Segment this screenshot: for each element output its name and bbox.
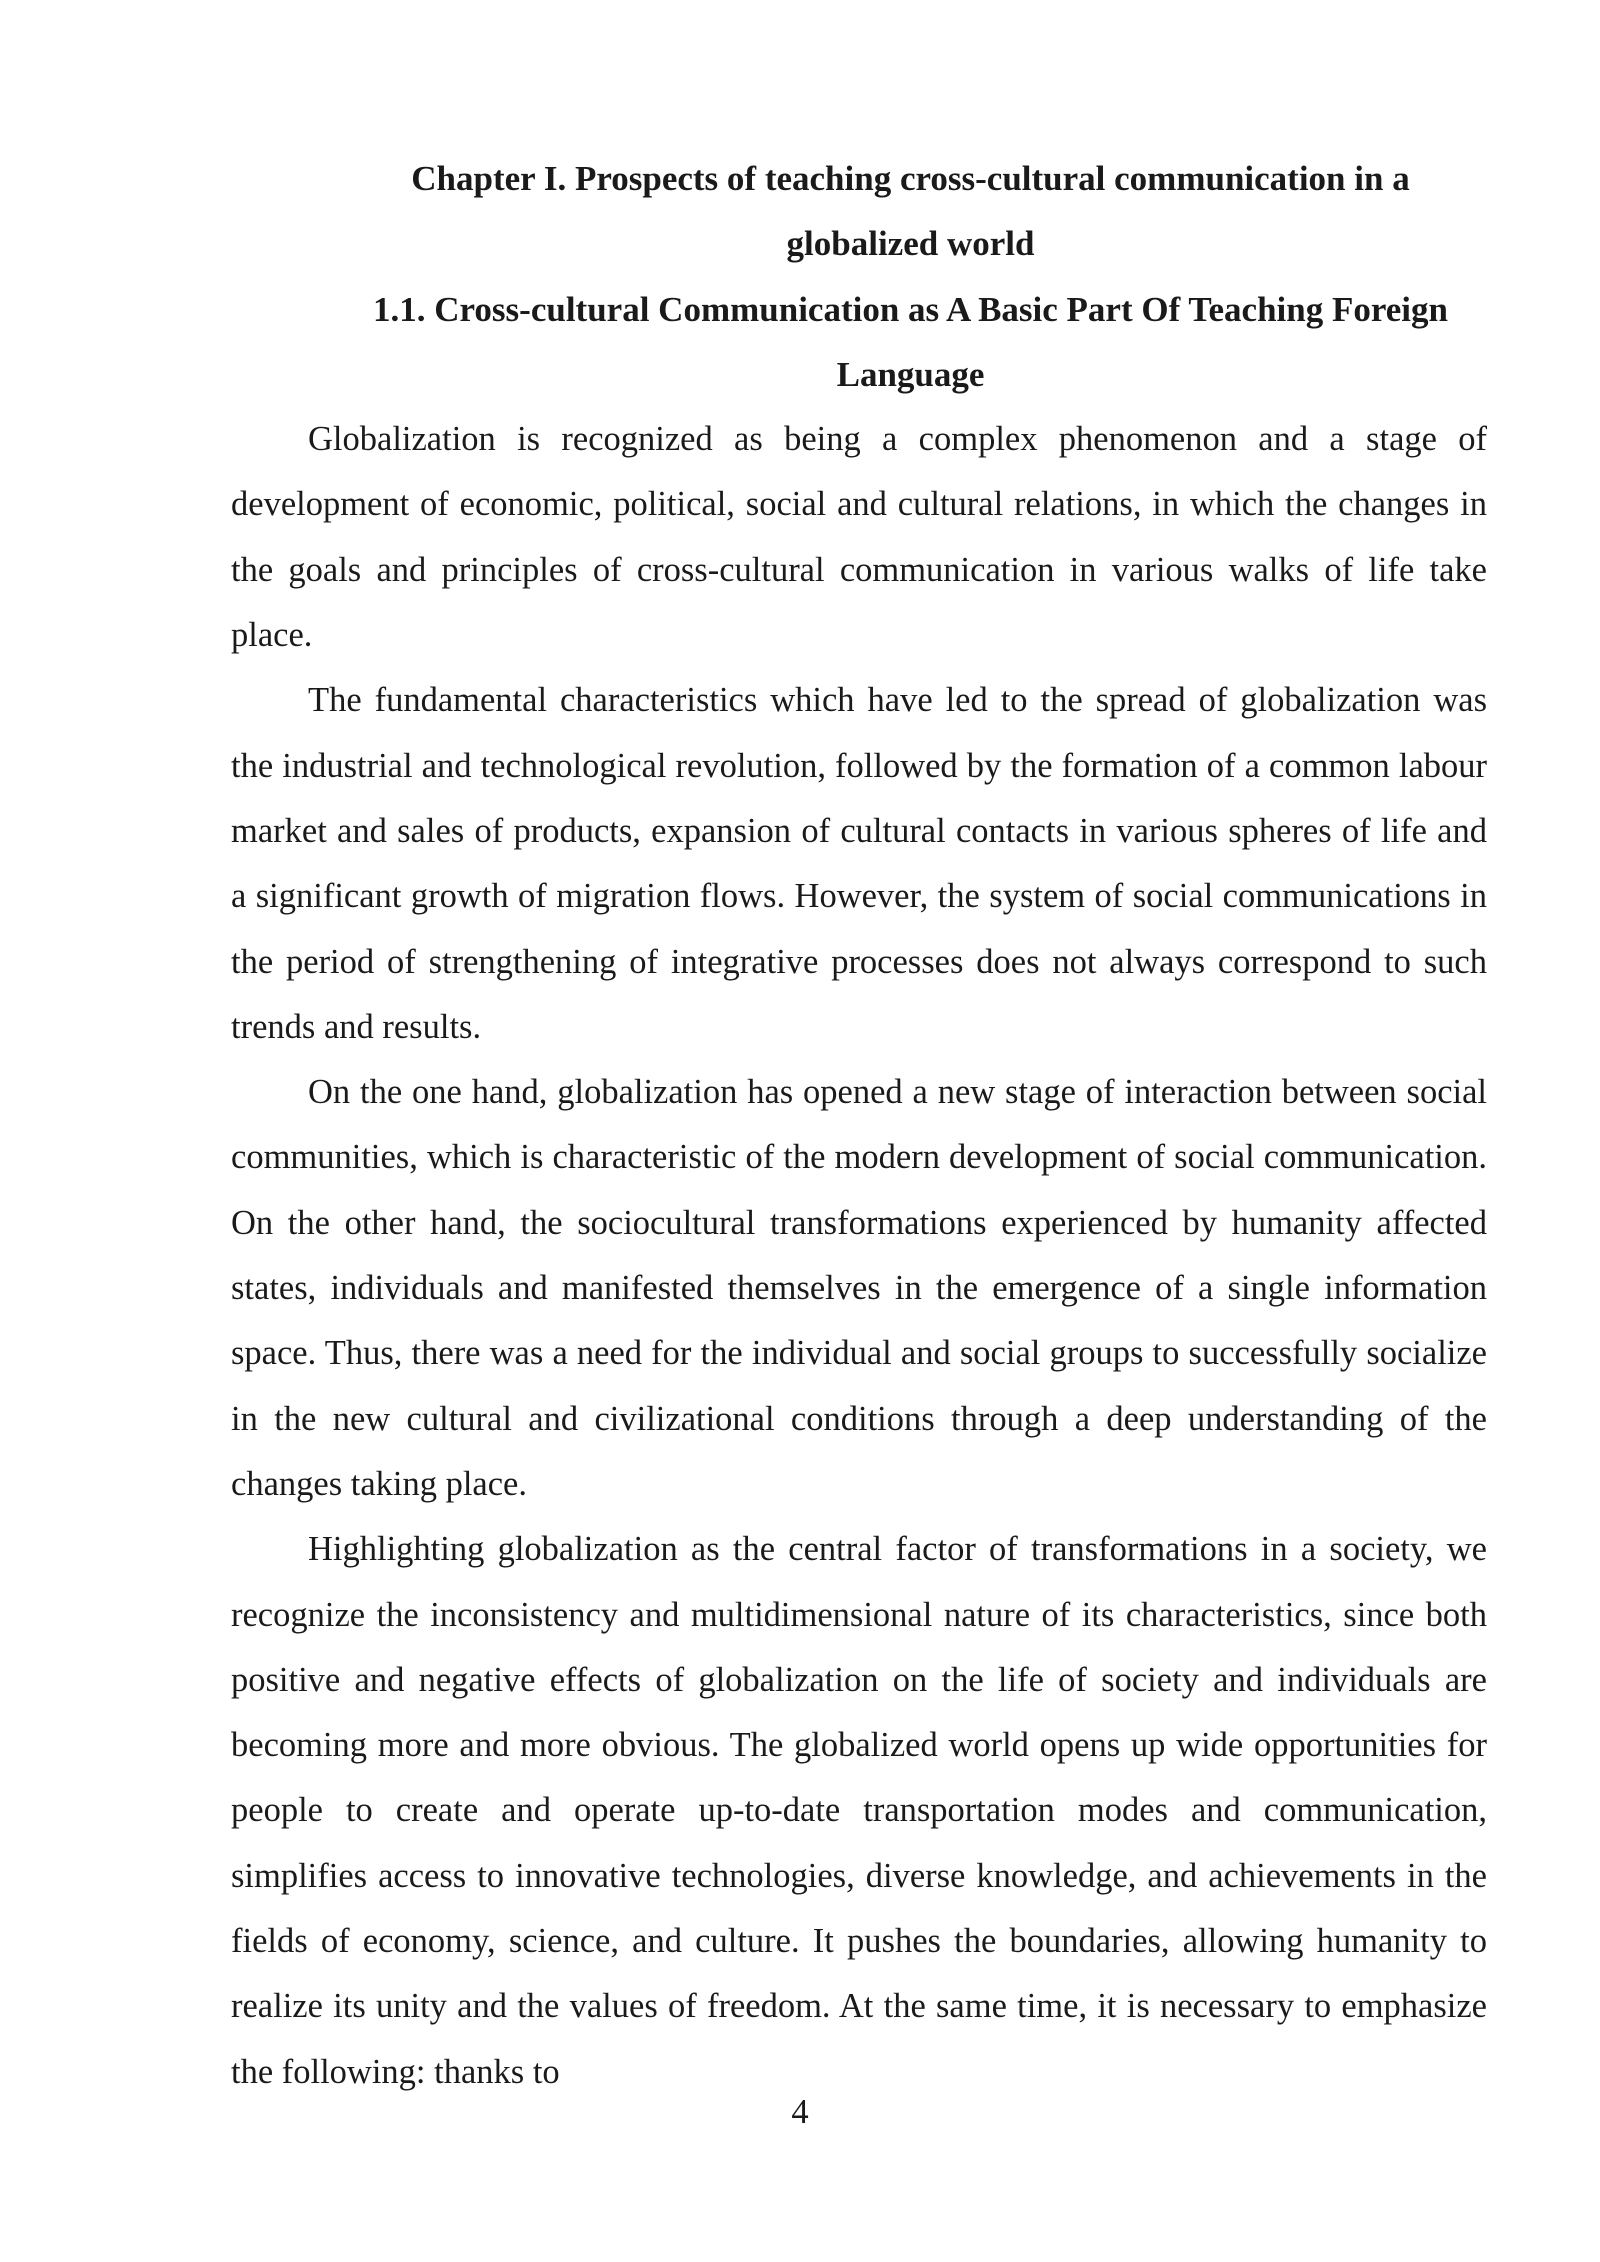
chapter-title: Chapter I. Prospects of teaching cross-cultural communication in a globalized world [411, 159, 1410, 264]
paragraph: The fundamental characteristics which have led to the spread of globalization was the industrial and technological revolution, followed by the formation of a common labour market and sales of products, expansion of cultural contacts in various spheres of life and a significant growth of migration flows. However, the system of social communications in the period of strengthening of integrative processes does not always correspond to such trends and results. [231, 681, 1487, 1046]
paragraph: Globalization is recognized as being a complex phenomenon and a stage of development of economic, political, social and cultural relations, in which the changes in the goals and principles of cross-cultural communication in various walks of life take place. [231, 420, 1487, 655]
page-content [231, 146, 1487, 2105]
paragraph: On the one hand, globalization has opened a new stage of interaction between social communities, which is characteristic of the modern development of social communication. On the other hand, the sociocultural transformations experienced by humanity affected states, individuals and manifested themselves in the emergence of a single information space. Thus, there was a need for the individual and social groups to successfully socialize in the new cultural and civilizational conditions through a deep understanding of the changes taking place. [231, 1073, 1487, 1503]
paragraph: Highlighting globalization as the central factor of transformations in a society, we recognize the inconsistency and multidimensional nature of its characteristics, since both positive and negative effects of globalization on the life of society and individuals are becoming more and more obvious. The globalized world opens up wide opportunities for people to create and operate up-to-date transportation modes and communication, simplifies access to innovative technologies, diverse knowledge, and achievements in the fields of economy, science, and culture. It pushes the boundaries, allowing humanity to realize its unity and the values of freedom. At the same time, it is necessary to emphasize the following: thanks to [231, 1530, 1487, 2091]
page-number: 4 [791, 2093, 809, 2131]
section-title: 1.1. Cross-cultural Communication as A Basic Part Of Teaching Foreign Language [373, 289, 1448, 394]
